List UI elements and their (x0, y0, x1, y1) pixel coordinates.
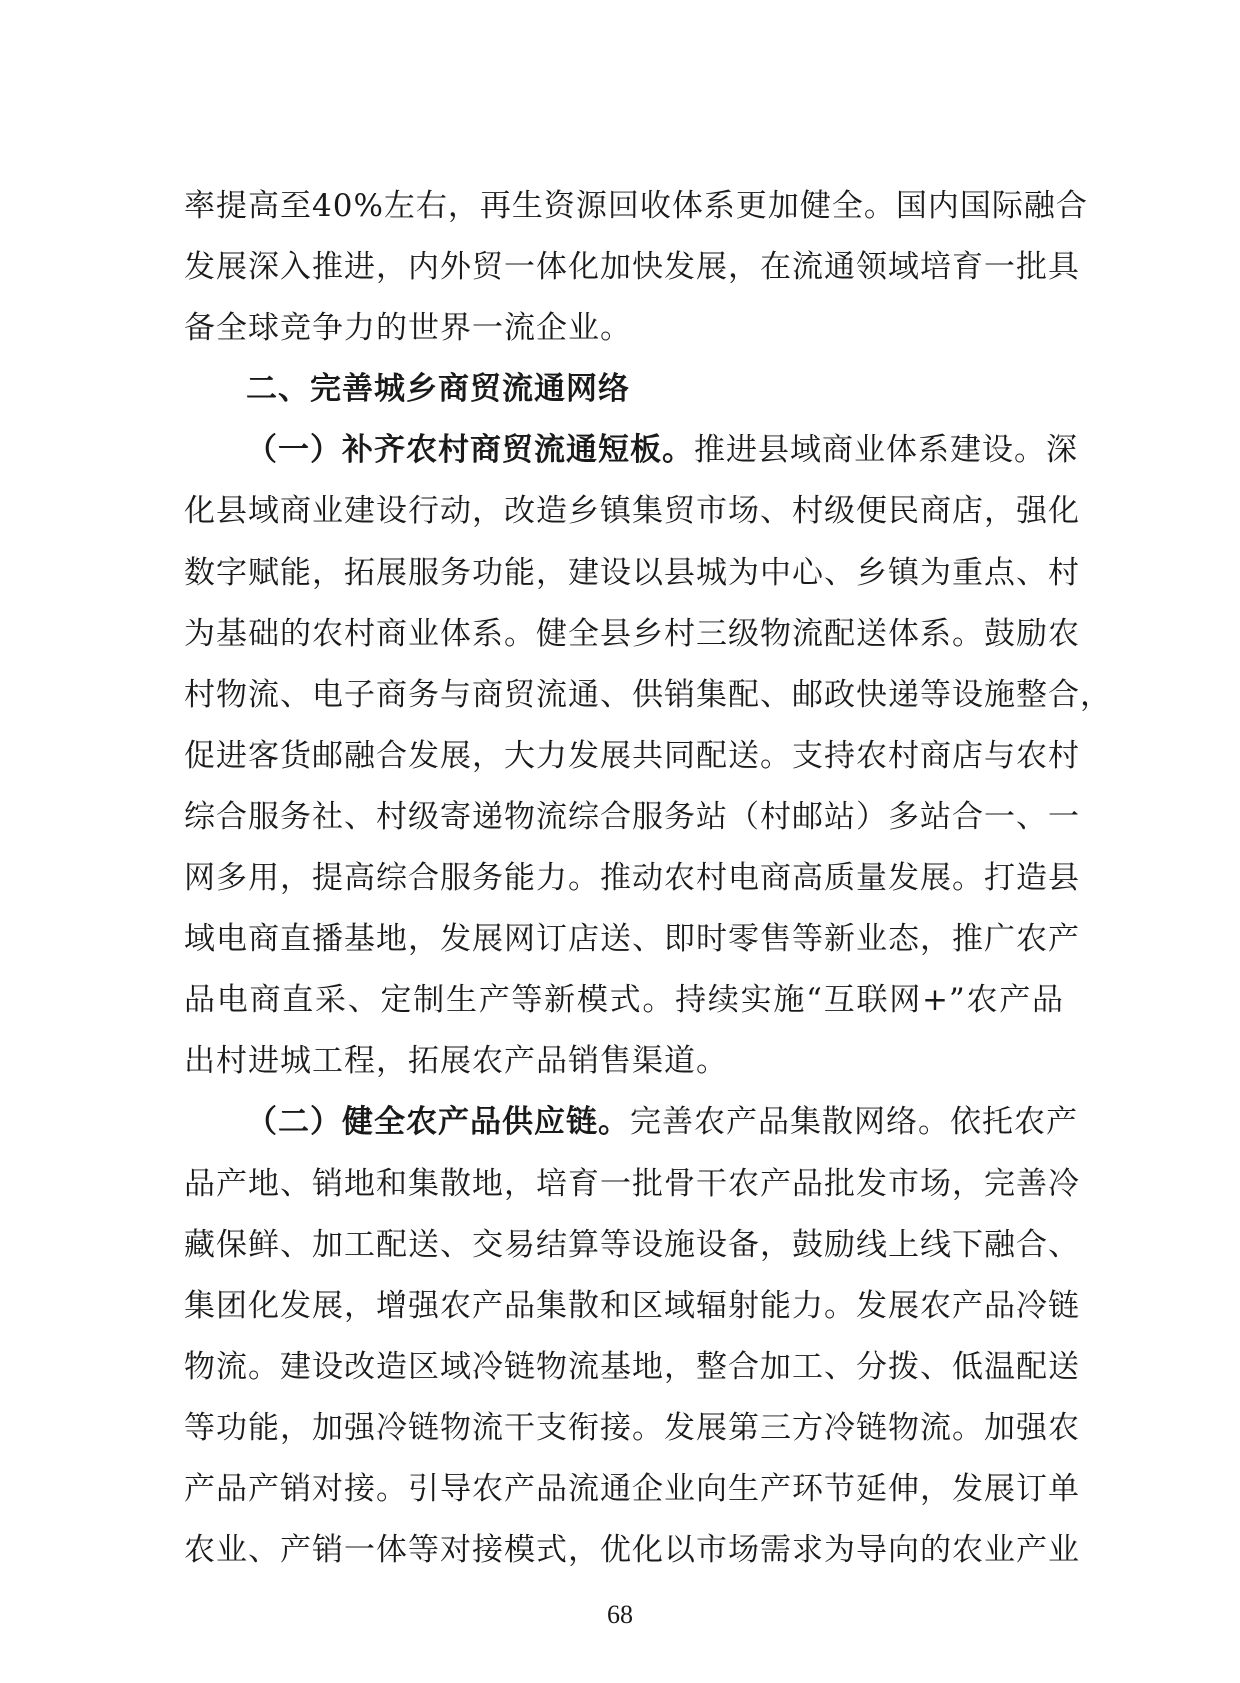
paragraph-line: 备全球竞争力的世界一流企业。 (184, 310, 632, 347)
subsection-title: （一）补齐农村商贸流通短板。 (246, 432, 694, 469)
paragraph-line: 农业、产销一体等对接模式，优化以市场需求为导向的农业产业 (184, 1532, 1080, 1569)
paragraph-line: 综合服务社、村级寄递物流综合服务站（村邮站）多站合一、一 (184, 798, 1080, 835)
paragraph-line (184, 420, 1078, 481)
paragraph-line: 发展深入推进，内外贸一体化加快发展，在流通领域培育一批具 (184, 249, 1080, 286)
paragraph-line: 产品产销对接。引导农产品流通企业向生产环节延伸，发展订单 (184, 1470, 1080, 1507)
subsection-title: （二）健全农产品供应链。 (246, 1104, 630, 1141)
paragraph-line: 网多用，提高综合服务能力。推动农村电商高质量发展。打造县 (184, 860, 1080, 897)
paragraph-line: 率提高至40%左右，再生资源回收体系更加健全。国内国际融合 (184, 188, 1088, 224)
body-text (184, 176, 1112, 1581)
paragraph-text: 完善农产品集散网络。依托农产 (630, 1104, 1078, 1141)
paragraph-line (184, 1092, 1078, 1153)
paragraph-line: 集团化发展，增强农产品集散和区域辐射能力。发展农产品冷链 (184, 1287, 1080, 1324)
paragraph-line: 品产地、销地和集散地，培育一批骨干农产品批发市场，完善冷 (184, 1165, 1080, 1202)
section-heading: 二、完善城乡商贸流通网络 (246, 371, 630, 408)
paragraph-line: 物流。建设改造区域冷链物流基地，整合加工、分拨、低温配送 (184, 1348, 1080, 1385)
paragraph-text: 推进县域商业体系建设。深 (694, 432, 1078, 469)
paragraph-line: 品电商直采、定制生产等新模式。持续实施“互联网+”农产品 (184, 982, 1064, 1019)
paragraph-line: 为基础的农村商业体系。健全县乡村三级物流配送体系。鼓励农 (184, 615, 1080, 652)
paragraph-line: 等功能，加强冷链物流干支衔接。发展第三方冷链物流。加强农 (184, 1409, 1080, 1446)
paragraph-line: 藏保鲜、加工配送、交易结算等设施设备，鼓励线上线下融合、 (184, 1226, 1080, 1263)
paragraph-line: 化县域商业建设行动，改造乡镇集贸市场、村级便民商店，强化 (184, 493, 1080, 530)
page-number: 68 (607, 1600, 633, 1629)
paragraph-line: 出村进城工程，拓展农产品销售渠道。 (184, 1043, 728, 1080)
paragraph-line: 村物流、电子商务与商贸流通、供销集配、邮政快递等设施整合， (184, 676, 1112, 713)
paragraph-line: 域电商直播基地，发展网订店送、即时零售等新业态，推广农产 (184, 921, 1080, 958)
paragraph-line: 数字赋能，拓展服务功能，建设以县城为中心、乡镇为重点、村 (184, 554, 1080, 591)
paragraph-line: 促进客货邮融合发展，大力发展共同配送。支持农村商店与农村 (184, 737, 1080, 774)
